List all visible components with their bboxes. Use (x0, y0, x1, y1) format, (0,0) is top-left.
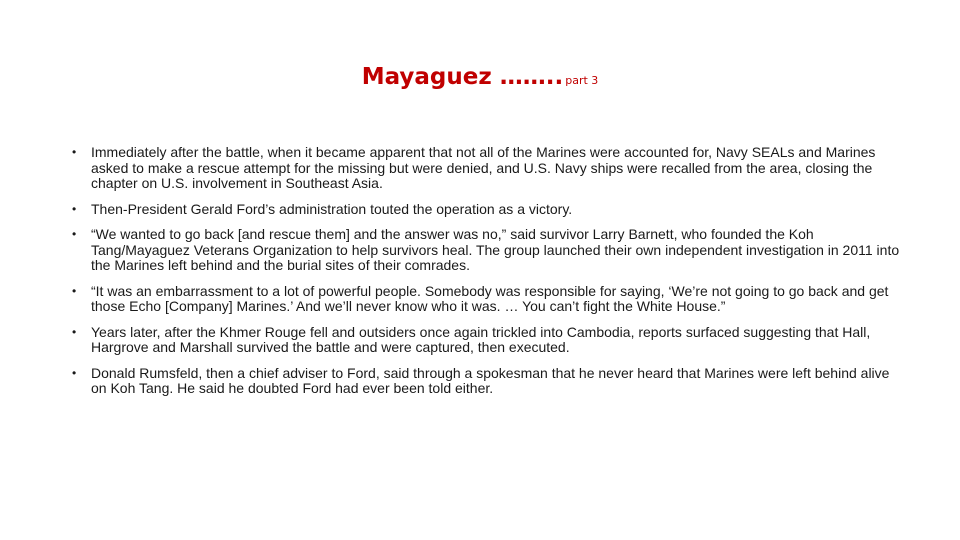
slide-title (0, 64, 960, 90)
bullet-item: • Then-President Gerald Ford’s administration touted the operation as a victory. (72, 202, 902, 218)
slide-title-sub: part 3 (565, 74, 599, 87)
bullet-item: • Years later, after the Khmer Rouge fell and outsiders once again trickled into Cambodia, reports surfaced suggesting that Hall, Hargrove and Marshall survived the battle and were captured, then executed. (72, 325, 902, 356)
slide-title-main: Mayaguez …….. (361, 64, 564, 90)
bullet-item: • “It was an embarrassment to a lot of powerful people. Somebody was responsible for saying, ‘We’re not going to go back and get those Echo [Company] Marines.’ And we’ll never know who it was. … You can’t fight the White House.” (72, 284, 902, 315)
bullet-item: • Donald Rumsfeld, then a chief adviser to Ford, said through a spokesman that he never heard that Marines were left behind alive on Koh Tang. He said he doubted Ford had ever been told either. (72, 366, 902, 397)
bullet-list (72, 145, 902, 407)
bullet-item: • “We wanted to go back [and rescue them] and the answer was no,” said survivor Larry Barnett, who founded the Koh Tang/Mayaguez Veterans Organization to help survivors heal. The group launched their own independent investigation in 2011 into the Marines left behind and the burial sites of their comrades. (72, 227, 902, 274)
bullet-item: • Immediately after the battle, when it became apparent that not all of the Marines were accounted for, Navy SEALs and Marines asked to make a rescue attempt for the missing but were denied, and U.S. Navy ships were recalled from the area, closing the chapter on U.S. involvement in Southeast Asia. (72, 145, 902, 192)
